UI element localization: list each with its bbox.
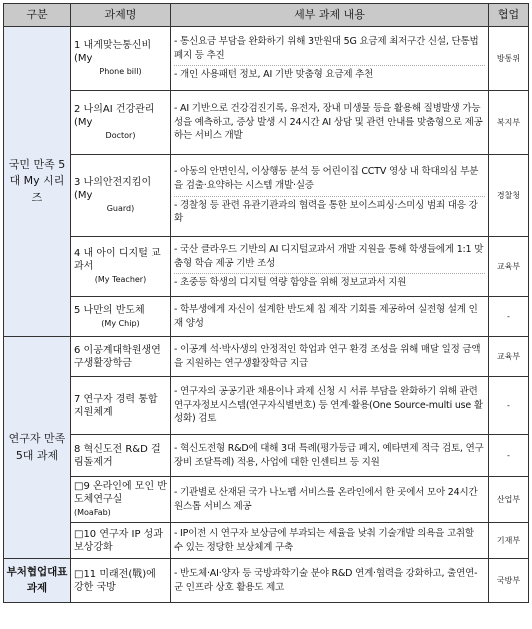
task-name	[71, 377, 171, 435]
task-subtitle: Phone bill)	[99, 67, 142, 77]
header-row	[4, 4, 529, 27]
task-title: 1 내게맞는통신비(My	[74, 40, 152, 65]
task-table	[3, 3, 529, 603]
detail-item: - 경찰청 등 관련 유관기관과의 협력을 통한 보이스피싱·스미싱 범죄 대응 강화	[174, 196, 485, 227]
task-name	[71, 27, 171, 91]
cooperation-agency: -	[489, 297, 529, 337]
table-row	[4, 523, 529, 559]
category-interministerial: 부처협업대표과제	[4, 559, 71, 603]
cooperation-agency: -	[489, 435, 529, 477]
cooperation-agency: 기재부	[489, 523, 529, 559]
table-row	[4, 337, 529, 377]
detail-item: - 기관별로 산재된 국가 나노팹 서비스를 온라인에서 한 곳에서 모아 24시간 원스톱 서비스 제공	[174, 486, 478, 512]
task-title: 2 나의AI 건강관리(My	[74, 104, 155, 129]
cooperation-agency: 국방부	[489, 559, 529, 603]
category-researcher: 연구자 만족 5대 과제	[4, 337, 71, 559]
task-details	[171, 237, 489, 297]
table-row	[4, 377, 529, 435]
table-row	[4, 27, 529, 91]
task-details	[171, 337, 489, 377]
detail-item: - 혁신도전형 R&D에 대해 3대 특례(평가등급 폐지, 예타면제 적극 검토, 연구장비 조달특례) 적용, 사업에 대한 인센티브 등 지원	[174, 442, 484, 468]
table-row	[4, 477, 529, 523]
table-row	[4, 237, 529, 297]
task-title: 3 나의안전지킴이(My	[74, 177, 152, 202]
header-cooperation: 협업	[489, 4, 529, 27]
cooperation-agency: 경찰청	[489, 155, 529, 237]
detail-item: - 아동의 안면인식, 이상행동 분석 등 어린이집 CCTV 영상 내 학대의심 부분을 검출·요약하는 시스템 개발·실증	[174, 165, 479, 191]
task-title: □10 연구자 IP 성과 보상강화	[74, 528, 163, 553]
task-subtitle: (MoaFab)	[74, 508, 111, 518]
document	[3, 3, 529, 603]
task-details	[171, 155, 489, 237]
detail-item: - AI 기반으로 건강검진기록, 유전자, 장내 미생물 등을 활용해 질병발생 가능성을 예측하고, 증상 발생 시 24시간 AI 상담 및 관련 안내를 맞춤형으로 제공하는 서비스 개발	[174, 102, 483, 142]
category-my-series: 국민 만족 5대 My 시리즈	[4, 27, 71, 337]
task-title: 5 나만의 반도체	[74, 304, 145, 316]
task-details	[171, 27, 489, 91]
task-name	[71, 237, 171, 297]
detail-item: - IP이전 시 연구자 보상금에 부과되는 세율을 낮춰 기술개발 의욕을 고취할 수 있는 정당한 보상체계 구축	[174, 527, 474, 553]
task-title: 7 연구자 경력 통합 지원체계	[74, 393, 158, 418]
task-name	[71, 435, 171, 477]
detail-item: - 학부생에게 자신이 설계한 반도체 칩 제작 기회를 제공하여 실전형 설계 인재 양성	[174, 303, 478, 329]
task-subtitle: (My Teacher)	[94, 275, 147, 285]
task-details	[171, 435, 489, 477]
task-name	[71, 91, 171, 155]
header-details: 세부 과제 내용	[171, 4, 489, 27]
detail-item: - 개인 사용패턴 정보, AI 기반 맞춤형 요금제 추천	[174, 65, 485, 82]
task-details	[171, 377, 489, 435]
task-subtitle: (My Chip)	[101, 318, 140, 328]
table-row	[4, 435, 529, 477]
table-row	[4, 559, 529, 603]
cooperation-agency: 복지부	[489, 91, 529, 155]
task-details	[171, 523, 489, 559]
cooperation-agency: 교육부	[489, 237, 529, 297]
task-details	[171, 477, 489, 523]
task-subtitle: Doctor)	[105, 131, 136, 141]
table-row	[4, 297, 529, 337]
task-subtitle: Guard)	[106, 204, 135, 214]
header-task-name: 과제명	[71, 4, 171, 27]
detail-item: - 연구자의 공공기관 채용이나 과제 신청 시 서류 부담을 완화하기 위해 관련 연구자정보시스템(연구자식별번호) 등 연계·활용(One Source-multi use 활성화) 검토	[174, 385, 483, 425]
task-title: 4 내 아이 디지털 교과서	[74, 248, 161, 273]
cooperation-agency: -	[489, 377, 529, 435]
task-title: □9 온라인에 모인 반도체연구실	[74, 481, 167, 506]
task-title: □11 미래전(戰)에 강한 국방	[74, 568, 156, 593]
table-row	[4, 155, 529, 237]
detail-item: - 국산 클라우드 기반의 AI 디지털교과서 개발 지원을 통해 학생들에게 1:1 맞춤형 학습 제공 기반 조성	[174, 243, 484, 269]
detail-item: - 초중등 학생의 디지털 역량 함양을 위해 정보교과서 지원	[174, 273, 485, 290]
header-category: 구분	[4, 4, 71, 27]
task-name	[71, 337, 171, 377]
task-name	[71, 477, 171, 523]
detail-item: - 반도체·AI·양자 등 국방과학기술 분야 R&D 연계·협력을 강화하고, 출연연-군 인프라 상호 활용도 제고	[174, 567, 478, 593]
cooperation-agency: 산업부	[489, 477, 529, 523]
table-row	[4, 91, 529, 155]
task-name	[71, 155, 171, 237]
task-name	[71, 297, 171, 337]
task-name	[71, 523, 171, 559]
task-details	[171, 91, 489, 155]
detail-item: - 이공계 석·박사생의 안정적인 학업과 연구 환경 조성을 위해 매달 일정 금액을 지원하는 연구생활장학금 지급	[174, 343, 481, 369]
task-details	[171, 297, 489, 337]
task-name	[71, 559, 171, 603]
cooperation-agency: 방통위	[489, 27, 529, 91]
task-title: 8 혁신도전 R&D 걸림돌제거	[74, 443, 161, 468]
detail-item: - 통신요금 부담을 완화하기 위해 3만원대 5G 요금제 최저구간 신설, 단통법 폐지 등 추진	[174, 35, 479, 61]
task-details	[171, 559, 489, 603]
cooperation-agency: 교육부	[489, 337, 529, 377]
task-title: 6 이공계대학원생연구생활장학금	[74, 344, 161, 369]
